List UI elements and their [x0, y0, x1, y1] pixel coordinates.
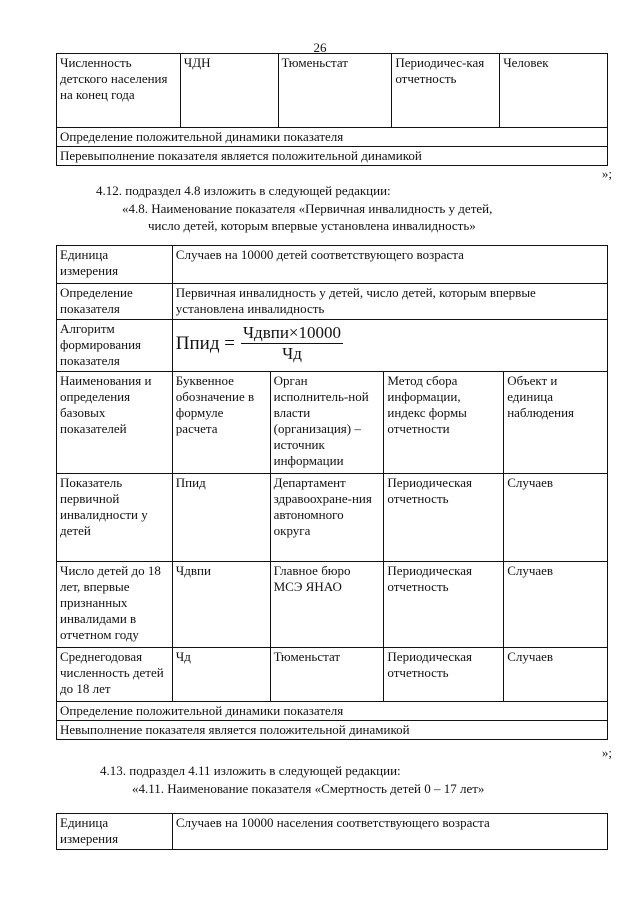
section-text: «4.8. Наименование показателя «Первичная инвалидность у детей, [122, 201, 493, 216]
table-cell: ЧДН [180, 54, 278, 128]
formula-denominator: Чд [282, 344, 302, 363]
table-row [57, 320, 608, 372]
table-cell: Человек [500, 54, 608, 128]
table-cell: Чд [172, 648, 270, 702]
formula-fraction [241, 325, 343, 362]
table-row [57, 128, 608, 147]
table-cell: Случаев [504, 474, 608, 562]
table-row [57, 721, 608, 740]
table-row [57, 814, 608, 850]
formula [176, 321, 604, 362]
page-number: 26 [313, 40, 327, 55]
table-header-row [57, 372, 608, 474]
table-cell: Единица измерения [57, 246, 173, 284]
formula-numerator: Чдвпи×10000 [243, 323, 342, 342]
table-row [57, 562, 608, 648]
table-header-cell: Объект и единица наблюдения [504, 372, 608, 474]
section-heading: 4.12. подраздел 4.8 изложить в следующей редакции: [96, 183, 391, 198]
table-header-cell: Наименования и определения базовых показателей [57, 372, 173, 474]
quote-end: »; [601, 166, 612, 181]
table-cell: Периодическая отчетность [384, 648, 504, 702]
table-row [57, 648, 608, 702]
table-cell: Периодическая отчетность [384, 474, 504, 562]
table-header-cell: Буквенное обозначение в формуле расчета [172, 372, 270, 474]
table-cell: Случаев на 10000 населения соответствующего возраста [172, 814, 607, 850]
table-cell: Случаев на 10000 детей соответствующего возраста [172, 246, 607, 284]
table-header-cell: Метод сбора информации, индекс формы отчетности [384, 372, 504, 474]
table-cell: Определение положительной динамики показателя [57, 702, 608, 721]
table-cell: Первичная инвалидность у детей, число детей, которым впервые установлена инвалидность [172, 284, 607, 320]
table-cell: Перевыполнение показателя является положительной динамикой [57, 147, 608, 166]
table-cell: Периодичес-кая отчетность [392, 54, 500, 128]
table-population [56, 53, 608, 166]
table-cell: Единица измерения [57, 814, 173, 850]
table-cell: Показатель первичной инвалидности у детей [57, 474, 173, 562]
table-row [57, 284, 608, 320]
table-cell: Среднегодовая численность детей до 18 лет [57, 648, 173, 702]
table-cell: Число детей до 18 лет, впервые признанных инвалидами в отчетном году [57, 562, 173, 648]
table-cell: Случаев [504, 562, 608, 648]
formula-cell [172, 320, 607, 372]
table-cell: Департамент здравоохране-ния автономного округа [270, 474, 384, 562]
table-row [57, 474, 608, 562]
table-cell: Чдвпи [172, 562, 270, 648]
table-cell: Численность детского населения на конец года [57, 54, 181, 128]
section-heading: 4.13. подраздел 4.11 изложить в следующей редакции: [100, 763, 401, 778]
section-text: «4.11. Наименование показателя «Смертность детей 0 – 17 лет» [132, 781, 485, 796]
section-text: число детей, которым впервые установлена инвалидность» [148, 218, 476, 233]
quote-end: »; [601, 745, 612, 760]
table-cell: Определение положительной динамики показателя [57, 128, 608, 147]
table-cell: Случаев [504, 648, 608, 702]
table-row [57, 246, 608, 284]
table-header-cell: Орган исполнитель-ной власти (организация) – источник информации [270, 372, 384, 474]
table-cell: Тюменьстат [278, 54, 392, 128]
table-cell: Тюменьстат [270, 648, 384, 702]
table-cell: Определение показателя [57, 284, 173, 320]
table-cell: Ппид [172, 474, 270, 562]
formula-lhs: Ппид = [175, 332, 235, 354]
table-disability [56, 245, 608, 740]
table-mortality [56, 813, 608, 850]
table-row [57, 702, 608, 721]
table-cell: Главное бюро МСЭ ЯНАО [270, 562, 384, 648]
table-row [57, 147, 608, 166]
table-row [57, 54, 608, 128]
table-cell: Периодическая отчетность [384, 562, 504, 648]
table-cell: Алгоритм формирования показателя [57, 320, 173, 372]
table-cell: Невыполнение показателя является положительной динамикой [57, 721, 608, 740]
